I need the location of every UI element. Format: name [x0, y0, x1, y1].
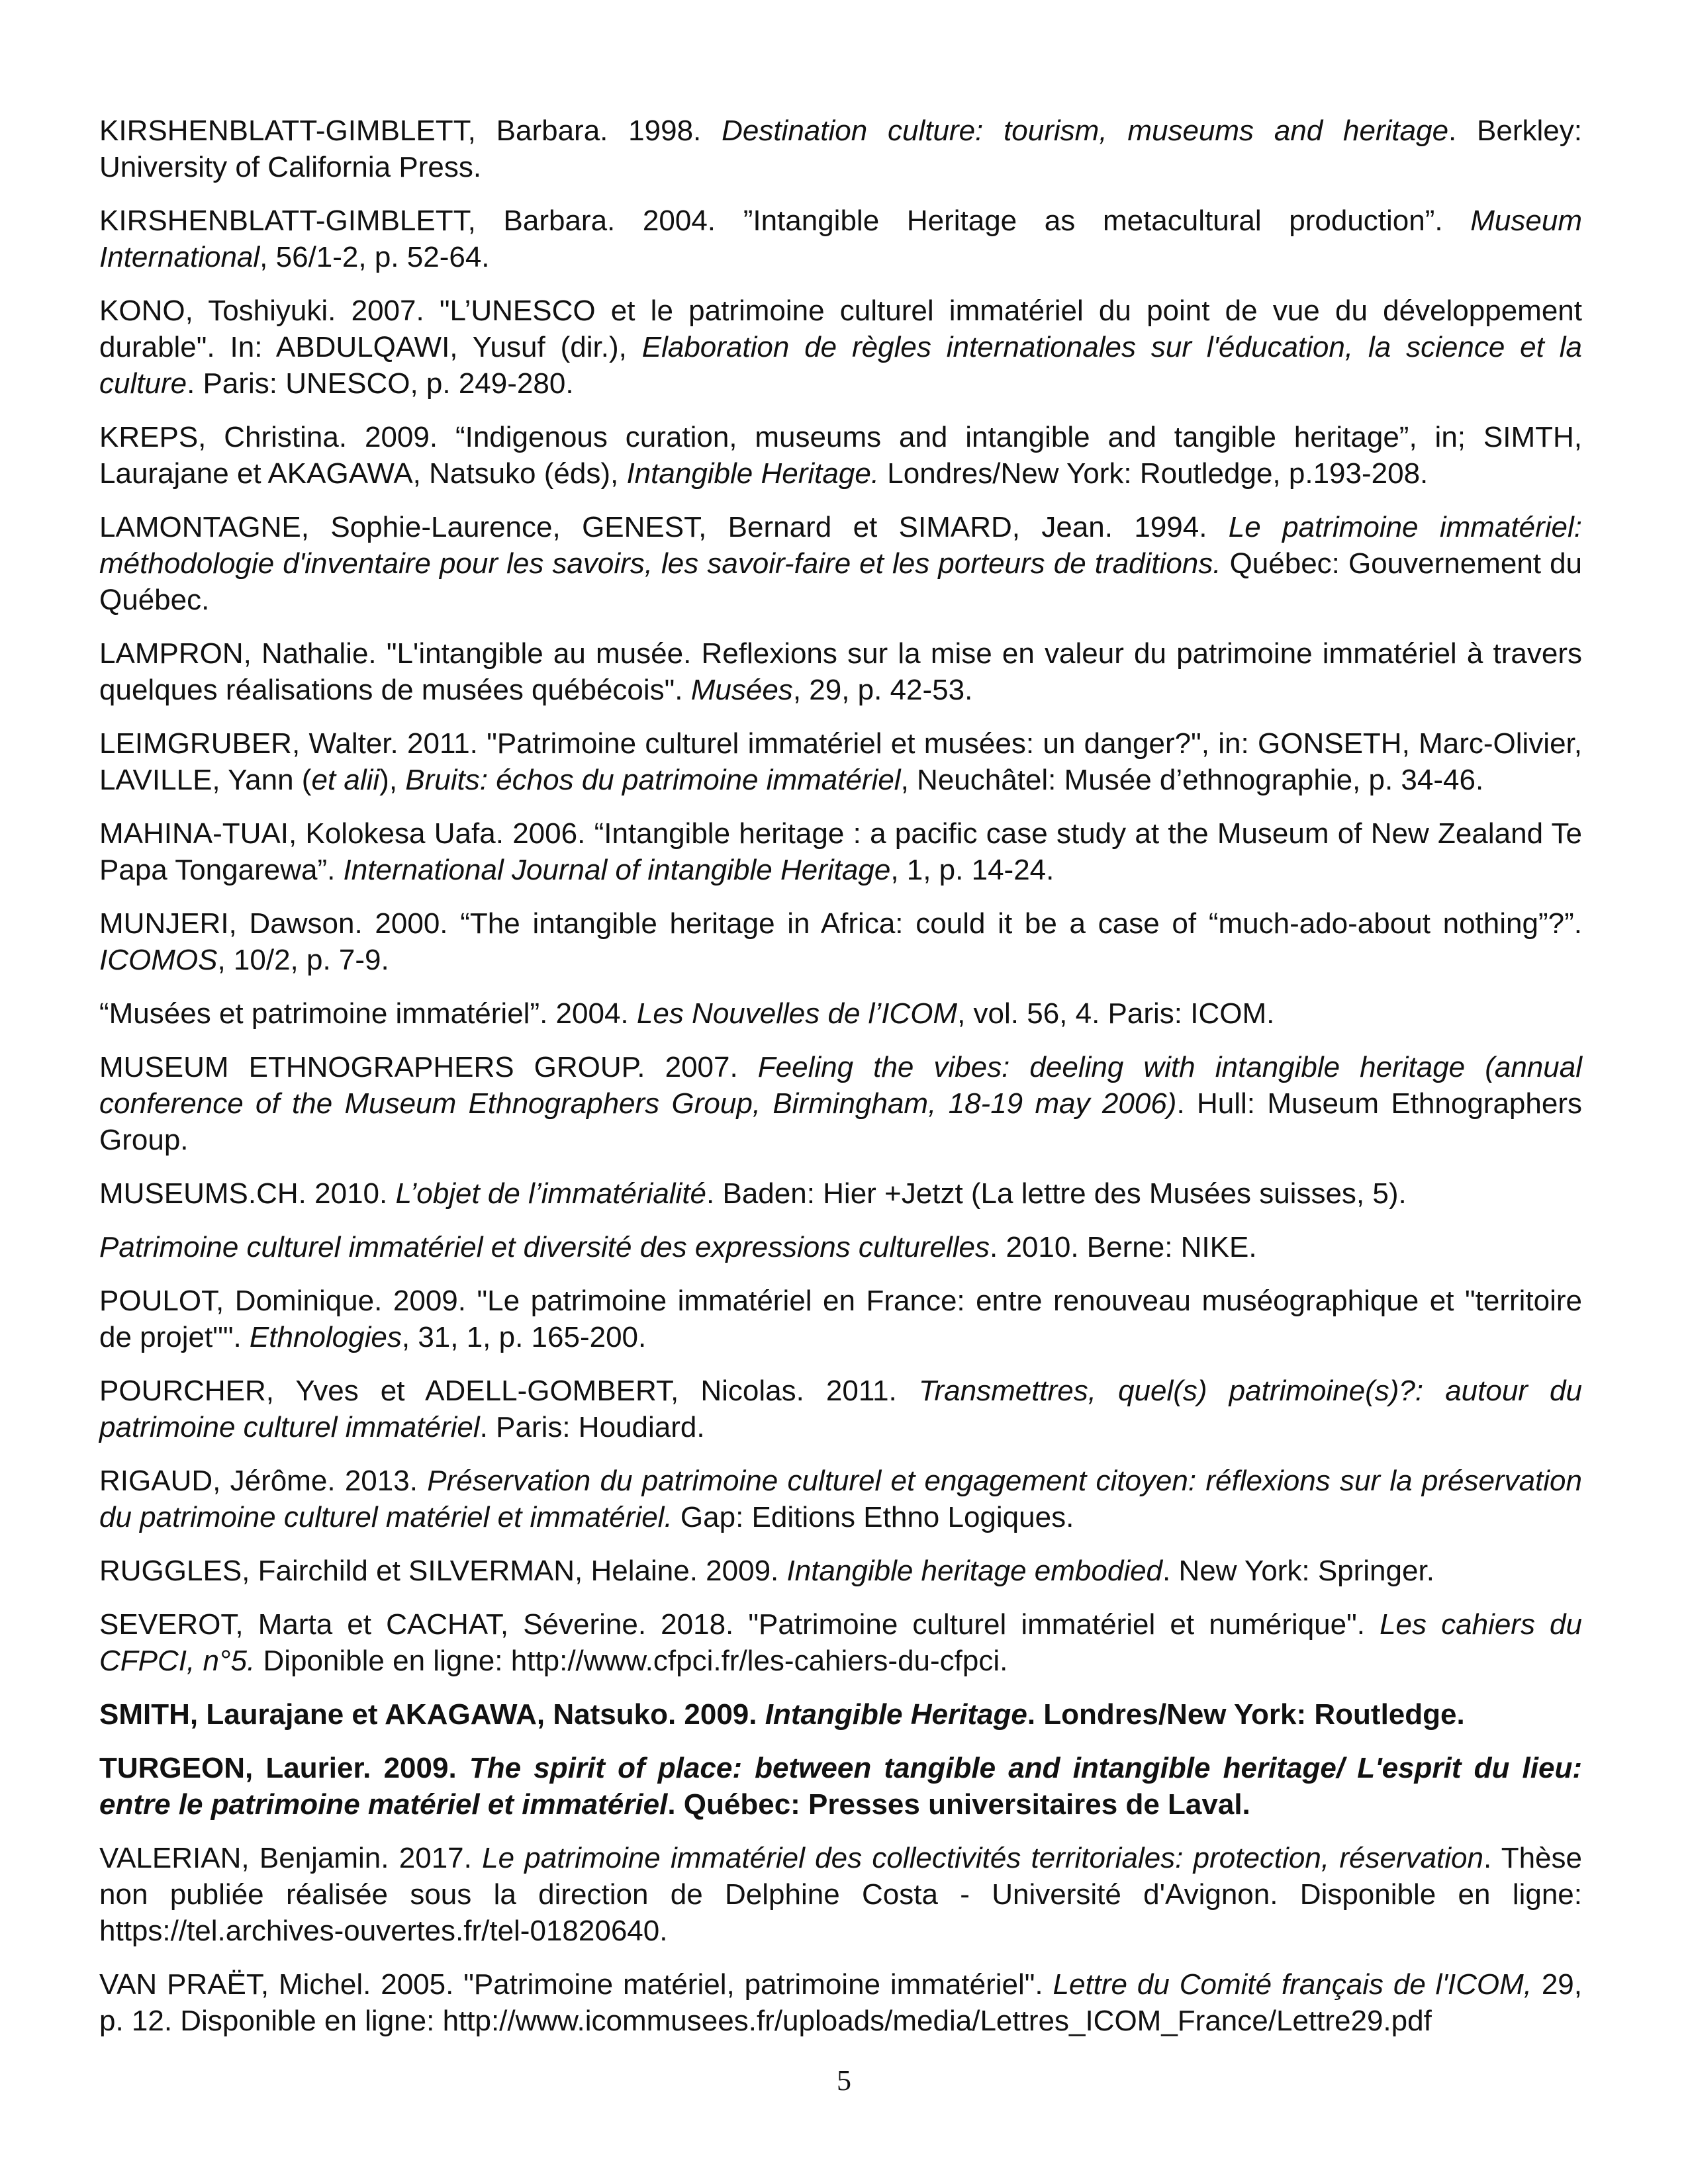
- entry-title-italic: Transmettres, quel(s) patrimoine(s)?: autour du patrimoine culturel immatériel: [99, 1375, 1582, 1443]
- entry-text: . Hull: Museum Ethnographers Group.: [99, 1087, 1582, 1156]
- entry-title-italic: Les cahiers du CFPCI, n°5.: [99, 1608, 1582, 1677]
- entry-title-italic: ICOMOS: [99, 944, 218, 976]
- entry-text: , vol. 56, 4. Paris: ICOM.: [957, 997, 1275, 1030]
- entry-text: POULOT, Dominique. 2009. "Le patrimoine immatériel en France: entre renouveau muséographique et "territoire de projet"".: [99, 1285, 1582, 1353]
- entry-text: . Londres/New York: Routledge.: [1027, 1698, 1465, 1731]
- entry-title-italic: Musées: [690, 674, 793, 706]
- entry-title-italic: Le patrimoine immatériel des collectivités territoriales: protection, réservation: [482, 1842, 1484, 1874]
- bibliography-entry: [99, 995, 1582, 1032]
- entry-text: KONO, Toshiyuki. 2007. "L’UNESCO et le patrimoine culturel immatériel du point de vue du développement durable". In: ABDULQAWI, Yusuf (dir.),: [99, 295, 1582, 363]
- bibliography-entry: [99, 1283, 1582, 1355]
- entry-text: TURGEON, Laurier. 2009.: [99, 1752, 469, 1784]
- entry-text: . Paris: Houdiard.: [479, 1411, 705, 1443]
- entry-text: , 10/2, p. 7-9.: [217, 944, 389, 976]
- entry-text: . Thèse non publiée réalisée sous la direction de Delphine Costa - Université d'Avignon. Disponible en ligne: https://tel.archives-ouvertes.fr/tel-01820640.: [99, 1842, 1582, 1947]
- bibliography-entry: [99, 203, 1582, 275]
- bibliography-entry: [99, 1750, 1582, 1823]
- entry-text: KIRSHENBLATT-GIMBLETT, Barbara. 2004. ”Intangible Heritage as metacultural production”.: [99, 205, 1471, 237]
- entry-title-italic: Intangible heritage embodied: [786, 1555, 1163, 1587]
- entry-title-italic: Le patrimoine immatériel: méthodologie d'inventaire pour les savoirs, les savoir-faire et les porteurs de traditions.: [99, 511, 1583, 580]
- bibliography-entry: [99, 1840, 1582, 1949]
- entry-text: . New York: Springer.: [1162, 1555, 1434, 1587]
- entry-text: , 29, p. 42-53.: [792, 674, 973, 706]
- entry-text: , 1, p. 14-24.: [890, 854, 1055, 886]
- bibliography-entry: [99, 815, 1582, 888]
- entry-text: . Québec: Presses universitaires de Laval.: [667, 1788, 1250, 1821]
- entry-text: MAHINA-TUAI, Kolokesa Uafa. 2006. “Intangible heritage : a pacific case study at the Museum of New Zealand Te Papa Tongarewa”.: [99, 817, 1582, 886]
- entry-text: KIRSHENBLATT-GIMBLETT, Barbara. 1998.: [99, 114, 722, 147]
- entry-text: , 31, 1, p. 165-200.: [401, 1321, 647, 1353]
- entry-title-italic: L’objet de l’immatérialité: [395, 1177, 707, 1210]
- entry-text: , 56/1-2, p. 52-64.: [259, 241, 490, 273]
- page-number: 5: [837, 2064, 851, 2097]
- entry-text: VALERIAN, Benjamin. 2017.: [99, 1842, 483, 1874]
- entry-title-italic: Ethnologies: [249, 1321, 402, 1353]
- entry-text: MUSEUMS.CH. 2010.: [99, 1177, 396, 1210]
- entry-text: KREPS, Christina. 2009. “Indigenous curation, museums and intangible and tangible heritage”, in; SIMTH, Laurajane et AKAGAWA, Natsuko (éds),: [99, 421, 1582, 490]
- bibliography-entry: [99, 113, 1582, 185]
- entry-text: RIGAUD, Jérôme. 2013.: [99, 1465, 428, 1497]
- bibliography-entry: [99, 509, 1582, 618]
- entry-title-italic: International Journal of intangible Heritage: [343, 854, 891, 886]
- entry-text: VAN PRAËT, Michel. 2005. "Patrimoine matériel, patrimoine immatériel".: [99, 1968, 1053, 2001]
- bibliography-entry: [99, 293, 1582, 402]
- bibliography-list: [99, 113, 1582, 2056]
- bibliography-entry: [99, 1966, 1582, 2039]
- entry-text: ),: [379, 764, 406, 796]
- entry-title-italic: Destination culture: tourism, museums and heritage: [722, 114, 1449, 147]
- entry-text: RUGGLES, Fairchild et SILVERMAN, Helaine. 2009.: [99, 1555, 787, 1587]
- entry-text: Diponible en ligne: http://www.cfpci.fr/les-cahiers-du-cfpci.: [255, 1645, 1008, 1677]
- entry-text: MUSEUM ETHNOGRAPHERS GROUP. 2007.: [99, 1051, 758, 1083]
- entry-text: LAMPRON, Nathalie. "L'intangible au musée. Reflexions sur la mise en valeur du patrimoine immatériel à travers quelques réalisations de musées québécois".: [99, 637, 1582, 706]
- entry-title-italic: Intangible Heritage: [765, 1698, 1027, 1731]
- entry-title-italic: Bruits: échos du patrimoine immatériel: [405, 764, 901, 796]
- entry-title-italic: Préservation du patrimoine culturel et engagement citoyen: réflexions sur la préservation du patrimoine culturel matériel et immatériel.: [99, 1465, 1583, 1533]
- entry-text: , Neuchâtel: Musée d’ethnographie, p. 34-46.: [900, 764, 1484, 796]
- entry-text: MUNJERI, Dawson. 2000. “The intangible heritage in Africa: could it be a case of “much-ado-about nothing”?”.: [99, 907, 1582, 940]
- bibliography-entry: [99, 1049, 1582, 1158]
- entry-text: SMITH, Laurajane et AKAGAWA, Natsuko. 2009.: [99, 1698, 765, 1731]
- entry-text: Gap: Editions Ethno Logiques.: [672, 1501, 1074, 1533]
- entry-title-italic: Lettre du Comité français de l'ICOM,: [1053, 1968, 1532, 2001]
- entry-text: LEIMGRUBER, Walter. 2011. "Patrimoine culturel immatériel et musées: un danger?", in: GONSETH, Marc-Olivier, LAVILLE, Yann (: [99, 727, 1582, 796]
- entry-title-italic: The spirit of place: between tangible and intangible heritage/ L'esprit du lieu: entre le patrimoine matériel et immatériel: [99, 1752, 1583, 1821]
- entry-text: . Paris: UNESCO, p. 249-280.: [187, 367, 574, 400]
- entry-text: Québec: Gouvernement du Québec.: [99, 547, 1583, 616]
- bibliography-entry: [99, 725, 1582, 798]
- bibliography-entry: [99, 1229, 1582, 1265]
- bibliography-entry: [99, 635, 1582, 708]
- entry-title-italic: Intangible Heritage.: [626, 457, 880, 490]
- entry-text: 29, p. 12. Disponible en ligne: http://www.icommusees.fr/uploads/media/Lettres_ICOM_France/Lettre29.pdf: [99, 1968, 1583, 2037]
- entry-text: . Berkley: University of California Press.: [99, 114, 1582, 183]
- entry-text: LAMONTAGNE, Sophie-Laurence, GENEST, Bernard et SIMARD, Jean. 1994.: [99, 511, 1229, 543]
- entry-title-italic: Elaboration de règles internationales sur l'éducation, la science et la culture: [99, 331, 1583, 400]
- bibliography-entry: [99, 1175, 1582, 1212]
- bibliography-entry: [99, 1606, 1582, 1679]
- entry-title-italic: Feeling the vibes: deeling with intangible heritage (annual conference of the Museum Ethnographers Group, Birmingham, 18-19 may 2006): [99, 1051, 1582, 1120]
- entry-text: “Musées et patrimoine immatériel”. 2004.: [99, 997, 637, 1030]
- entry-text: POURCHER, Yves et ADELL-GOMBERT, Nicolas. 2011.: [99, 1375, 919, 1407]
- entry-text: Londres/New York: Routledge, p.193-208.: [879, 457, 1429, 490]
- bibliography-entry: [99, 1463, 1582, 1535]
- bibliography-entry: [99, 905, 1582, 978]
- entry-title-italic: Patrimoine culturel immatériel et diversité des expressions culturelles: [99, 1231, 990, 1263]
- entry-title-italic: Museum International: [99, 205, 1582, 273]
- entry-text: SEVEROT, Marta et CACHAT, Séverine. 2018. "Patrimoine culturel immatériel et numérique".: [99, 1608, 1380, 1641]
- bibliography-entry: [99, 1373, 1582, 1445]
- bibliography-entry: [99, 1696, 1582, 1733]
- entry-text: . 2010. Berne: NIKE.: [990, 1231, 1257, 1263]
- entry-title-italic: et alii: [311, 764, 380, 796]
- entry-title-italic: Les Nouvelles de l’ICOM: [636, 997, 958, 1030]
- entry-text: . Baden: Hier +Jetzt (La lettre des Musées suisses, 5).: [706, 1177, 1407, 1210]
- bibliography-entry: [99, 419, 1582, 492]
- bibliography-entry: [99, 1553, 1582, 1589]
